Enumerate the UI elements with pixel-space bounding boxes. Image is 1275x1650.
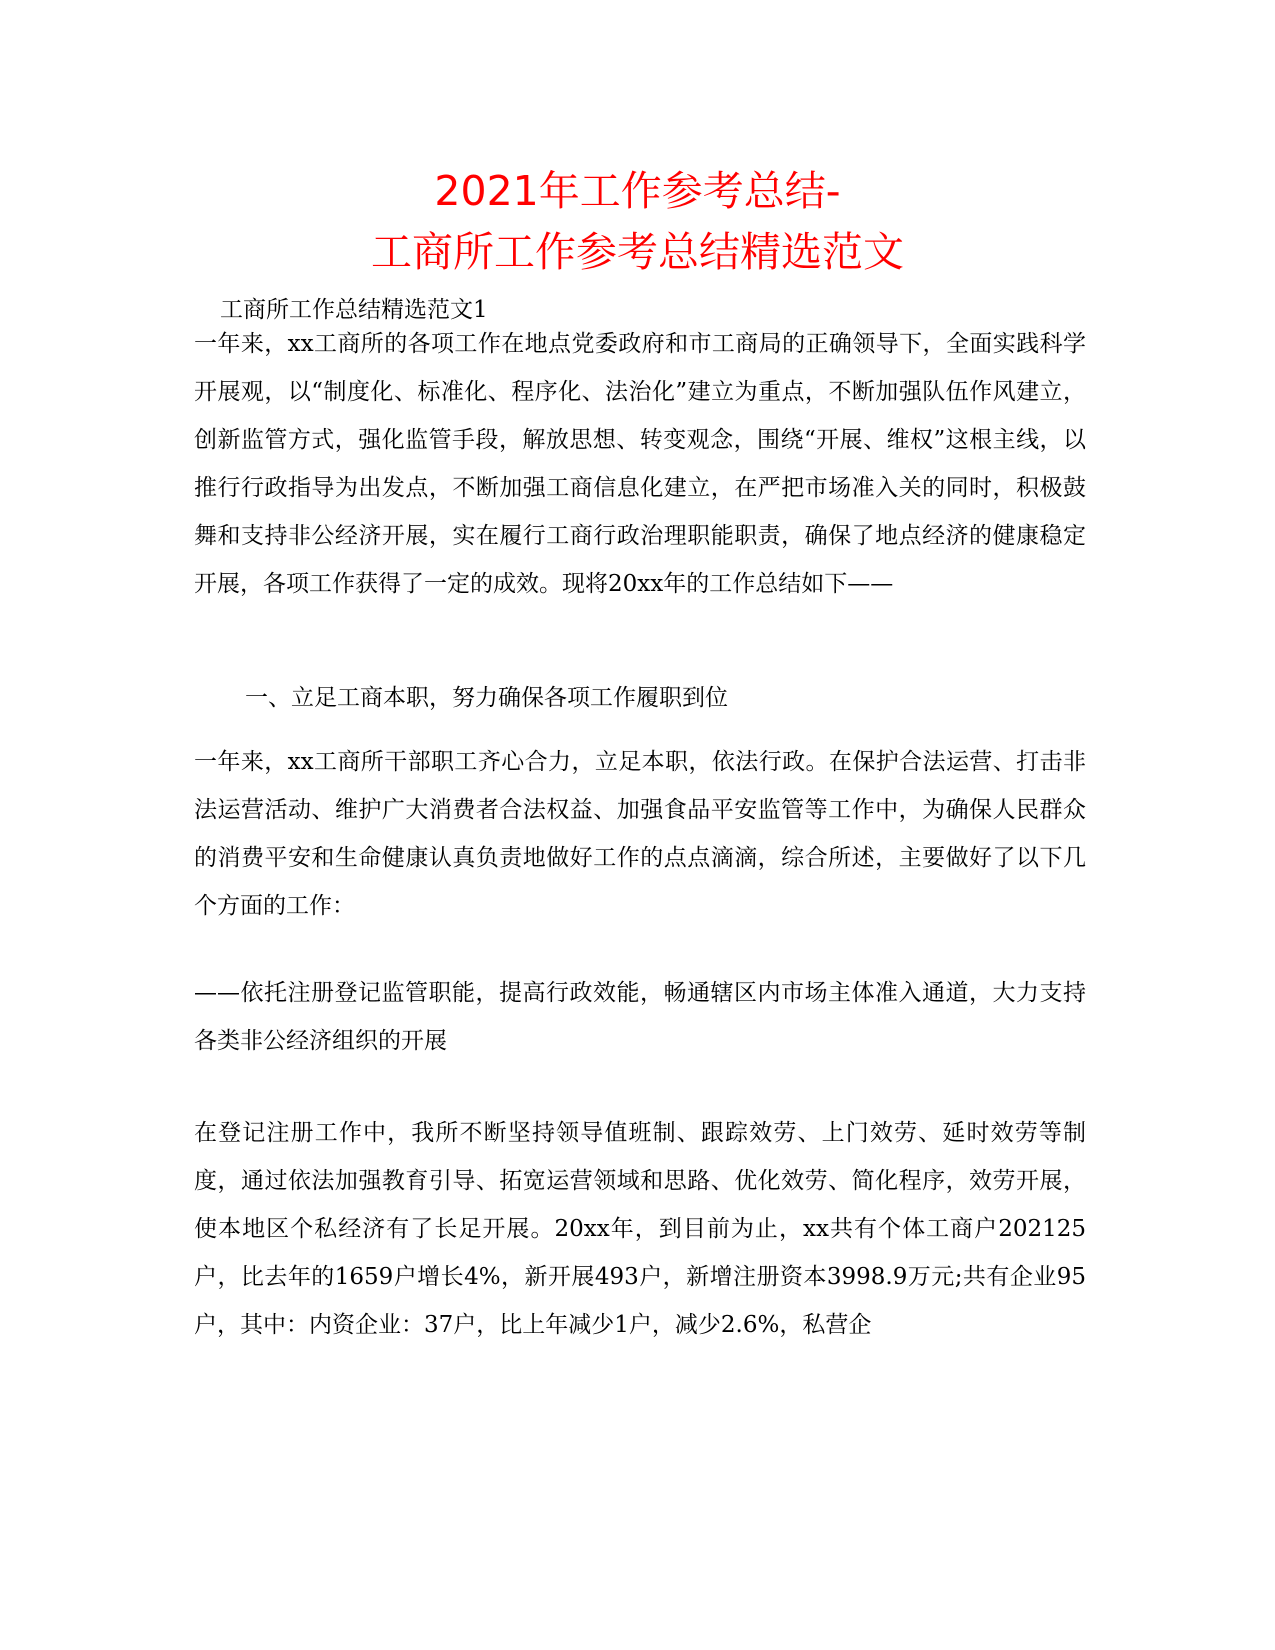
paragraph-3: ——依托注册登记监管职能，提高行政效能，畅通辖区内市场主体准入通道，大力支持各类非公经济组织的开展 [194,980,1086,1054]
document-title-line2: 工商所工作参考总结精选范文 [371,228,904,276]
document-title-line1: 2021年工作参考总结- [434,167,841,215]
paragraph-2-block [194,738,1086,930]
paragraph-3-block [194,969,1086,1065]
paragraph-4-block [194,1109,1086,1349]
paragraph-1: 一年来，xx工商所的各项工作在地点党委政府和市工商局的正确领导下，全面实践科学开展观，以“制度化、标准化、程序化、法治化”建立为重点，不断加强队伍作风建立，创新监管方式，强化监管手段，解放思想、转变观念，围绕“开展、维权”这根主线，以推行行政指导为出发点，不断加强工商信息化建立，在严把市场准入关的同时，积极鼓舞和支持非公经济开展，实在履行工商行政治理职能职责，确保了地点经济的健康稳定开展，各项工作获得了一定的成效。现将20xx年的工作总结如下—— [194,331,1086,597]
paragraph-1-block [194,320,1086,608]
section-1-heading: 一、立足工商本职，努力确保各项工作履职到位 [245,685,728,711]
paragraph-2: 一年来，xx工商所干部职工齐心合力，立足本职，依法行政。在保护合法运营、打击非法运营活动、维护广大消费者合法权益、加强食品平安监管等工作中，为确保人民群众的消费平安和生命健康认真负责地做好工作的点点滴滴，综合所述，主要做好了以下几个方面的工作： [194,749,1086,919]
document-subheading: 工商所工作总结精选范文1 [220,297,488,323]
paragraph-4: 在登记注册工作中，我所不断坚持领导值班制、跟踪效劳、上门效劳、延时效劳等制度，通过依法加强教育引导、拓宽运营领域和思路、优化效劳、简化程序，效劳开展，使本地区个私经济有了长足开展。20xx年，到目前为止，xx共有个体工商户202125户，比去年的1659户增长4%，新开展493户，新增注册资本3998.9万元;共有企业95户，其中：内资企业：37户，比上年减少1户，减少2.6%，私营企 [194,1120,1086,1338]
